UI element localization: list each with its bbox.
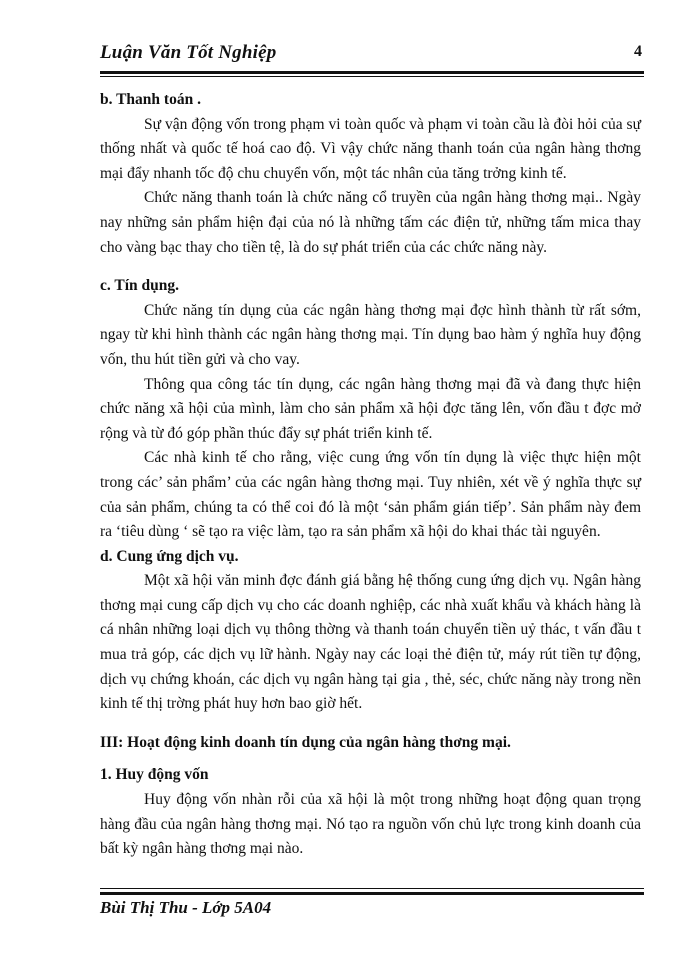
paragraph: Thông qua công tác tín dụng, các ngân hàng thơng mại đã và đang thực hiện chức năng xã hội của mình, làm cho sản phẩm xã hội đợc tăng lên, vốn đầu t đợc mở rộng và từ đó góp phần thúc đẩy sự phát triển kinh tế. [100, 375, 641, 442]
page-number: 4 [634, 43, 642, 60]
paragraph: Huy động vốn nhàn rỗi của xã hội là một trong những hoạt động quan trọng hàng đầu của ngân hàng thơng mại. Nó tạo ra nguồn vốn chủ lực trong kinh doanh của bất kỳ ngân hàng thơng mại nào. [100, 791, 641, 858]
header-rule-thin [100, 76, 644, 77]
footer-rule-thick [100, 892, 644, 895]
footer-rule-thin [100, 888, 644, 889]
paragraph: Các nhà kinh tế cho rằng, việc cung ứng vốn tín dụng là việc thực hiện một trong các’ sản phẩm’ của các ngân hàng thơng mại. Tuy nhiên, xét về ý nghĩa thực sự của sản phẩm, chúng ta có thể coi đó là một ‘sản phẩm gián tiếp’. Sản phẩm này đem ra ‘tiêu dùng ‘ sẽ tạo ra việc làm, tạo ra sản phẩm xã hội do khai thác tài nguyên. [100, 449, 641, 541]
subsection-heading-1: 1. Huy động vốn [100, 766, 209, 784]
section-heading-c: c. Tín dụng. [100, 277, 179, 295]
header-rule-thick [100, 71, 644, 74]
section-heading-b: b. Thanh toán . [100, 91, 201, 108]
section-heading-d: d. Cung ứng dịch vụ. [100, 547, 239, 565]
header-title: Luận Văn Tốt Nghiệp [100, 42, 277, 63]
paragraph: Sự vận động vốn trong phạm vi toàn quốc và phạm vi toàn cầu là đòi hỏi của sự thống nhất và quốc tế hoá cao độ. Vì vậy chức năng thanh toán của ngân hàng thơng mại đẩy nhanh tốc độ chu chuyển vốn, một tác nhân của tăng trởng kinh tế. [100, 115, 641, 182]
paragraph: Chức năng thanh toán là chức năng cổ truyền của ngân hàng thơng mại.. Ngày nay những sản phẩm hiện đại của nó là những tấm các điện tử, những tấm mica thay cho vàng bạc thay cho tiền tệ, là do sự phát triển của các chức năng này. [100, 189, 641, 256]
paragraph: Chức năng tín dụng của các ngân hàng thơng mại đợc hình thành từ rất sớm, ngay từ khi hình thành các ngân hàng thơng mại. Tín dụng bao hàm ý nghĩa huy động vốn, thu hút tiền gửi và cho vay. [100, 301, 641, 368]
paragraph: Một xã hội văn minh đợc đánh giá bằng hệ thống cung ứng dịch vụ. Ngân hàng thơng mại cung cấp dịch vụ cho các doanh nghiệp, các nhà xuất khẩu và khách hàng là cá nhân những loại dịch vụ thông thờng và thanh toán chuyển tiền uỷ thác, t vấn đầu t mua trả góp, các dịch vụ lữ hành. Ngày nay các loại thẻ điện tử, máy rút tiền tự động, dịch vụ chứng khoán, các dịch vụ ngân hàng tại gia , thẻ, séc, chức năng này trong nền kinh tế thị trờng phát huy hơn bao giờ hết. [100, 572, 641, 713]
page-header [100, 42, 644, 70]
document-body [100, 88, 641, 862]
page-footer: Bùi Thị Thu - Lớp 5A04 [100, 898, 272, 917]
section-heading-iii: III: Hoạt động kinh doanh tín dụng của ngân hàng thơng mại. [100, 733, 511, 751]
